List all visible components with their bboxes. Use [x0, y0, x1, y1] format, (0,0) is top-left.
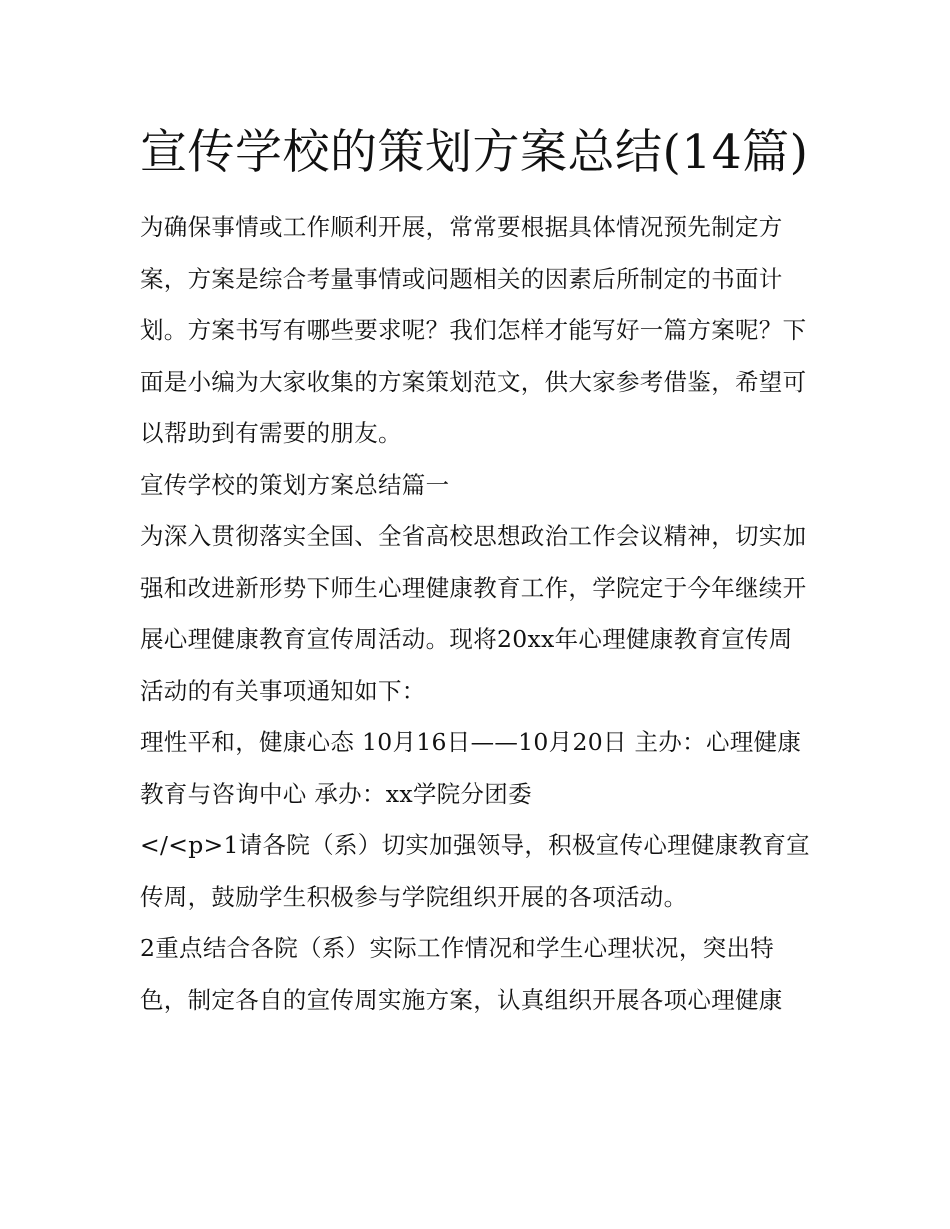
item-2-paragraph: 2重点结合各院（系）实际工作情况和学生心理状况，突出特色，制定各自的宣传周实施方案，认真组织开展各项心理健康: [140, 934, 783, 1014]
document-page: [140, 112, 815, 1026]
notice-paragraph: 为深入贯彻落实全国、全省高校思想政治工作会议精神，切实加强和改进新形势下师生心理健康教育工作，学院定于今年继续开展心理健康教育宣传周活动。现将20xx年心理健康教育宣传周活动的有关事项通知如下：: [140, 522, 807, 705]
intro-paragraph: 为确保事情或工作顺利开展，常常要根据具体情况预先制定方案，方案是综合考量事情或问题相关的因素后所制定的书面计划。方案书写有哪些要求呢？我们怎样才能写好一篇方案呢？下面是小编为大家收集的方案策划范文，供大家参考借鉴，希望可以帮助到有需要的朋友。: [140, 213, 807, 447]
theme-paragraph: 理性平和，健康心态 10月16日——10月20日 主办：心理健康教育与咨询中心 承办：xx学院分团委: [140, 728, 802, 808]
document-body: [140, 202, 815, 1026]
document-title: 宣传学校的策划方案总结(14篇): [140, 125, 809, 180]
section-heading: 宣传学校的策划方案总结篇一: [140, 470, 450, 499]
item-1-paragraph: </<p>1请各院（系）切实加强领导，积极宣传心理健康教育宣传周，鼓励学生积极参与学院组织开展的各项活动。: [140, 831, 810, 911]
